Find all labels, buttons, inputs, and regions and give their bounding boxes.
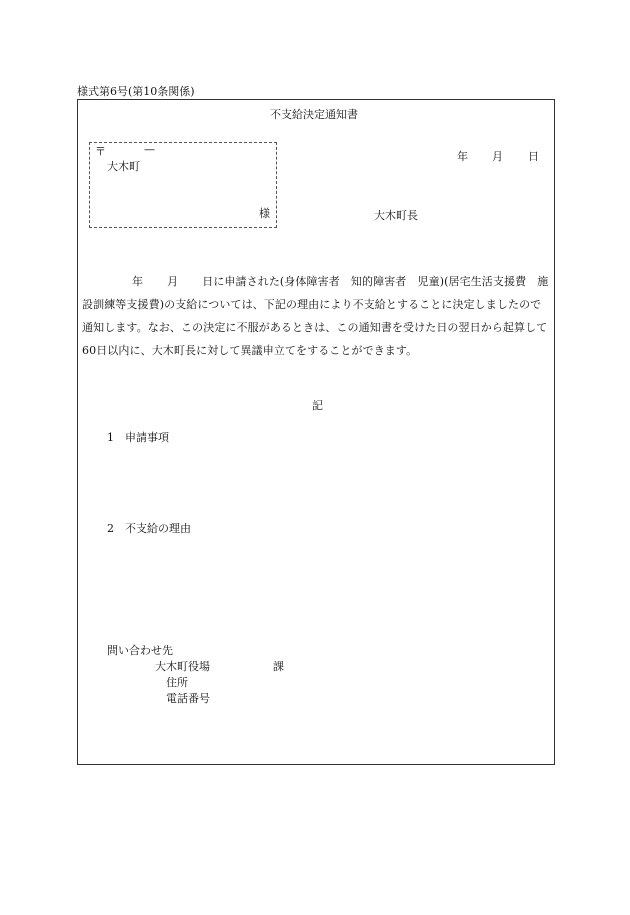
body-sentence: 日に申請された(身体障害者 知的障害者 児童)(居宅生活支援費 施設訓練等支援費)の支給については、下記の理由により不支給とすることに決定しましたので通知します。なお、この決定に不服があるときは、この通知書を受けた日の翌日から起算して60日以内に、大木町長に対して異議申立てをすることができます。 xyxy=(82,275,549,357)
date-year: 年 xyxy=(457,150,468,163)
contact-phone-label: 電話番号 xyxy=(166,692,210,705)
contact-heading: 問い合わせ先 xyxy=(107,644,173,657)
document-title: 不支給決定通知書 xyxy=(270,108,358,121)
issuer: 大木町長 xyxy=(374,209,418,222)
form-number: 様式第6号(第10条関係) xyxy=(77,85,195,98)
item2-number: 2 xyxy=(107,522,114,535)
item2-label: 不支給の理由 xyxy=(125,522,191,535)
note-heading: 記 xyxy=(312,399,323,412)
item1-label: 申請事項 xyxy=(125,431,169,444)
postal-mark: 〒 xyxy=(95,145,106,158)
date-month: 月 xyxy=(492,150,503,163)
contact-section: 課 xyxy=(273,660,284,673)
date-day: 日 xyxy=(528,150,539,163)
honorific: 様 xyxy=(259,207,270,220)
contact-address-label: 住所 xyxy=(166,676,188,689)
contact-office: 大木町役場 xyxy=(155,660,210,673)
item1-number: 1 xyxy=(107,431,114,444)
postal-dash: — xyxy=(144,143,155,156)
address-box xyxy=(89,142,277,228)
body-year: 年 xyxy=(132,275,144,288)
recipient-town: 大木町 xyxy=(107,160,140,173)
body-month: 月 xyxy=(167,275,179,288)
body-paragraph xyxy=(82,270,552,362)
